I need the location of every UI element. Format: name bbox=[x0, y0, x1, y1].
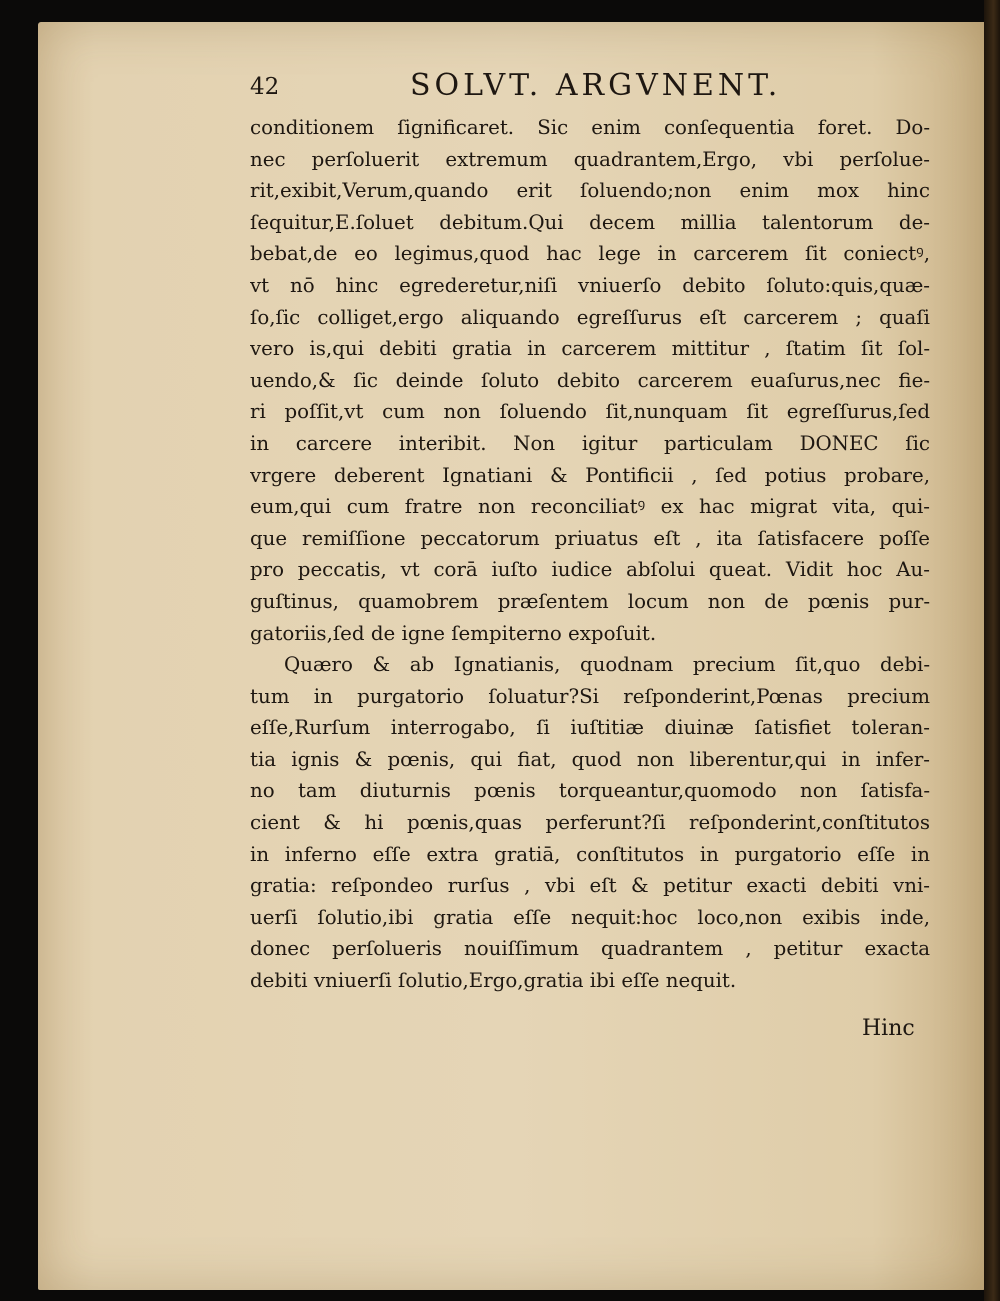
text-line: ri poſſit,vt cum non ſoluendo ſit,nunquam ſit egreſſurus,ſed bbox=[250, 400, 930, 424]
text-line: ſo,ſic colliget,ergo aliquando egreſſurus eſt carcerem ; quaſi bbox=[250, 305, 930, 329]
text-line: tum in purgatorio ſoluatur?Si reſponderint,Pœnas precium bbox=[250, 684, 930, 708]
text-line: tia ignis & pœnis, qui fiat, quod non liberentur,qui in infer- bbox=[250, 747, 930, 771]
text-line: donec perſolueris nouiſſimum quadrantem , petitur exacta bbox=[250, 937, 930, 961]
text-line: uerſi ſolutio,ibi gratia eſſe nequit:hoc loco,non exibis inde, bbox=[250, 905, 930, 929]
text-line: pro peccatis, vt corā iuſto iudice abſolui queat. Vidit hoc Au- bbox=[250, 558, 930, 582]
text-line: eſſe,Rurſum interrogabo, ſi iuſtitiæ diuinæ ſatisfiet toleran- bbox=[250, 716, 930, 740]
text-line: uendo,& ſic deinde ſoluto debito carcerem euaſurus,nec fie- bbox=[250, 368, 930, 392]
text-line: cient & hi pœnis,quas perferunt?ſi reſponderint,conſtitutos bbox=[250, 811, 930, 835]
text-line: in carcere interibit. Non igitur particulam DONEC ſic bbox=[250, 431, 930, 455]
text-line: rit,exibit,Verum,quando erit ſoluendo;non enim mox hinc bbox=[250, 179, 930, 203]
text-line: eum,qui cum fratre non reconciliatꝰ ex hac migrat vita, qui- bbox=[250, 495, 930, 519]
page-header bbox=[250, 68, 810, 110]
text-line: vt nō hinc egrederetur,niſi vniuerſo debito ſoluto:quis,quæ- bbox=[250, 273, 930, 297]
text-line: conditionem ſignificaret. Sic enim conſequentia foret. Do- bbox=[250, 116, 930, 139]
paragraph-end-line: gatoriis,ſed de igne ſempiterno expoſuit. bbox=[250, 621, 657, 645]
text-line: no tam diuturnis pœnis torqueantur,quomodo non ſatisfa- bbox=[250, 779, 930, 803]
paragraph-end-line: debiti vniuerſi ſolutio,Ergo,gratia ibi eſſe nequit. bbox=[250, 969, 737, 993]
running-title: SOLVT. ARGVNENT. bbox=[410, 68, 782, 103]
text-line: vrgere deberent Ignatiani & Pontificii , ſed potius probare, bbox=[250, 463, 930, 487]
text-line: que remiſſione peccatorum priuatus eſt , ita ſatisfacere poſſe bbox=[250, 526, 930, 550]
page-number: 42 bbox=[250, 74, 280, 100]
body-text bbox=[250, 112, 930, 997]
paragraph-start-line: Quæro & ab Ignatianis, quodnam precium ſit,quo debi- bbox=[284, 653, 930, 677]
text-line: nec perſoluerit extremum quadrantem,Ergo, vbi perſolue- bbox=[250, 147, 930, 171]
text-line: bebat,de eo legimus,quod hac lege in carcerem ſit coniectꝰ, bbox=[250, 242, 930, 266]
text-line: vero is,qui debiti gratia in carcerem mittitur , ſtatim ſit ſol- bbox=[250, 337, 930, 361]
text-line: in inferno eſſe extra gratiā, conſtitutos in purgatorio eſſe in bbox=[250, 842, 930, 866]
catchword: Hinc bbox=[862, 1016, 915, 1041]
text-line: ſequitur,E.ſoluet debitum.Qui decem millia talentorum de- bbox=[250, 210, 930, 234]
text-line: guſtinus, quamobrem præſentem locum non de pœnis pur- bbox=[250, 589, 930, 613]
page-edge bbox=[984, 0, 1000, 1301]
text-line: gratia: reſpondeo rurſus , vbi eſt & petitur exacti debiti vni- bbox=[250, 874, 930, 898]
